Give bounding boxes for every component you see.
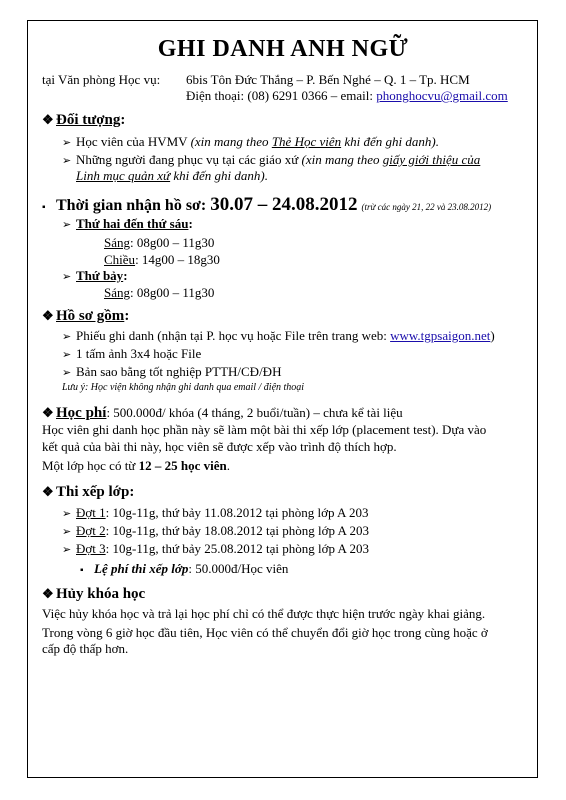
office-label: tại Văn phòng Học vụ: (42, 72, 161, 87)
diamond-icon: ❖ (42, 586, 54, 601)
time-label: Chiều (104, 252, 136, 267)
item-note-end: khi đến ghi danh). (170, 168, 268, 183)
saturday-colon: : (123, 268, 128, 283)
arrow-bullet-icon: ➢ (62, 367, 72, 379)
email-link[interactable]: phonghocvu@gmail.com (376, 88, 508, 103)
arrow-bullet-icon: ➢ (62, 526, 72, 538)
list-item (62, 328, 495, 344)
heading-text: Thời gian nhận hồ sơ (56, 197, 201, 214)
class-size-line (42, 458, 230, 474)
exam-round (62, 523, 369, 539)
diamond-icon: ❖ (42, 112, 54, 127)
paragraph-line: Việc hủy khóa học và trả lại học phí chỉ có thể được thực hiện trước ngày khai giảng. (42, 606, 486, 621)
document-title: GHI DANH ANH NGỮ (157, 36, 409, 62)
saturday-label: Thứ bảy (76, 268, 124, 283)
arrow-bullet-icon: ➢ (62, 544, 72, 556)
office-phone: Điện thoại: (08) 6291 0366 – email: (186, 88, 377, 103)
small-bullet-icon: ▪ (42, 202, 46, 213)
time-label: Sáng (104, 285, 130, 300)
date-exception: (trừ các ngày 21, 22 và 23.08.2012) (361, 202, 492, 212)
list-item (62, 152, 480, 168)
section-heading-ho-so (42, 308, 129, 325)
weekday-label: Thứ hai đến thứ sáu (76, 216, 189, 231)
item-note: (xin mang theo (190, 134, 272, 149)
line-end: . (226, 458, 230, 473)
paragraph-line: kết quả của bài thi này, học viên sẽ được xếp vào trình độ thích hợp. (42, 439, 397, 454)
heading-text: Đối tượng (56, 112, 121, 128)
diamond-icon: ❖ (42, 405, 54, 420)
exam-fee (80, 561, 288, 577)
item-text: 1 tấm ảnh 3x4 hoặc File (76, 346, 202, 361)
list-item-continuation (76, 168, 268, 184)
weekday-afternoon (104, 252, 220, 268)
section-heading-huy (42, 586, 145, 603)
round-label: Đợt 3 (76, 541, 106, 556)
registration-note: Lưu ý: Học viện không nhận ghi danh qua email / điện thoại (62, 382, 305, 393)
list-item (62, 346, 201, 362)
item-note-underlined: giấy giới thiệu của (382, 152, 481, 167)
website-link[interactable]: www.tgpsaigon.net (390, 328, 491, 343)
paragraph-line: Học viên ghi danh học phần này sẽ làm một bài thi xếp lớp (placement test). Dựa vào (42, 422, 487, 437)
section-heading-doi-tuong (42, 112, 125, 129)
time-range: : 14g00 – 18g30 (135, 252, 220, 267)
office-contact (186, 88, 508, 104)
fee-value: : 50.000đ/Học viên (188, 561, 289, 576)
class-size: 12 – 25 học viên (138, 458, 227, 473)
list-item (62, 134, 439, 150)
item-text: Bản sao bằng tốt nghiệp PTTH/CĐ/ĐH (76, 364, 282, 379)
weekday-colon: : (188, 216, 193, 231)
item-note-underlined: Thẻ Học viên (271, 134, 342, 149)
item-note-underlined: Linh mục quản xứ (76, 168, 171, 183)
exam-round (62, 505, 368, 521)
list-item (62, 364, 281, 380)
heading-colon: : (120, 112, 126, 128)
arrow-bullet-icon: ➢ (62, 349, 72, 361)
round-detail: : 10g-11g, thứ bảy 25.08.2012 tại phòng lớp A 203 (105, 541, 369, 556)
arrow-bullet-icon: ➢ (62, 155, 72, 167)
heading-text: Hủy khóa học (56, 586, 146, 602)
heading-text: Học phí (56, 405, 107, 421)
time-range: : 08g00 – 11g30 (130, 285, 215, 300)
heading-colon: : (200, 197, 211, 214)
schedule-weekday (62, 216, 193, 232)
arrow-bullet-icon: ➢ (62, 219, 72, 231)
heading-colon: : (124, 308, 130, 324)
arrow-bullet-icon: ➢ (62, 137, 72, 149)
round-detail: : 10g-11g, thứ bảy 18.08.2012 tại phòng lớp A 203 (105, 523, 369, 538)
tuition-detail: : 500.000đ/ khóa (4 tháng, 2 buổi/tuần) – chưa kể tài liệu (106, 405, 403, 420)
item-note-end: khi đến ghi danh). (341, 134, 439, 149)
section-heading-thoi-gian (42, 194, 491, 216)
time-label: Sáng (104, 235, 130, 250)
round-detail: : 10g-11g, thứ bảy 11.08.2012 tại phòng lớp A 203 (105, 505, 369, 520)
item-text: Học viên của HVMV (76, 134, 191, 149)
section-heading-hoc-phi (42, 404, 403, 422)
schedule-saturday (62, 268, 128, 284)
paragraph-line: cấp độ thấp hơn. (42, 641, 129, 656)
item-text-end: ) (490, 328, 495, 343)
diamond-icon: ❖ (42, 308, 54, 323)
arrow-bullet-icon: ➢ (62, 331, 72, 343)
item-text: Những người đang phục vụ tại các giáo xứ (76, 152, 302, 167)
item-note: (xin mang theo (301, 152, 383, 167)
application-dates: 30.07 – 24.08.2012 (210, 194, 358, 215)
paragraph-line: Trong vòng 6 giờ học đầu tiên, Học viên có thể chuyển đổi giờ học trong cùng hoặc ở (42, 625, 488, 640)
exam-round (62, 541, 369, 557)
saturday-morning (104, 285, 214, 301)
line-text: Một lớp học có từ (42, 458, 139, 473)
fee-label: Lệ phí thi xếp lớp (94, 561, 189, 576)
section-heading-thi-xep-lop (42, 484, 134, 501)
round-label: Đợt 1 (76, 505, 106, 520)
heading-text: Hồ sơ gồm (56, 308, 125, 324)
weekday-morning (104, 235, 214, 251)
diamond-icon: ❖ (42, 484, 54, 499)
office-address: 6bis Tôn Đức Thắng – P. Bến Nghé – Q. 1 – Tp. HCM (186, 72, 470, 87)
small-bullet-icon: ▪ (80, 565, 84, 576)
heading-text: Thi xếp lớp: (56, 484, 135, 500)
time-range: : 08g00 – 11g30 (130, 235, 215, 250)
arrow-bullet-icon: ➢ (62, 508, 72, 520)
arrow-bullet-icon: ➢ (62, 271, 72, 283)
item-text: Phiếu ghi danh (nhận tại P. học vụ hoặc File trên trang web: (76, 328, 391, 343)
round-label: Đợt 2 (76, 523, 106, 538)
